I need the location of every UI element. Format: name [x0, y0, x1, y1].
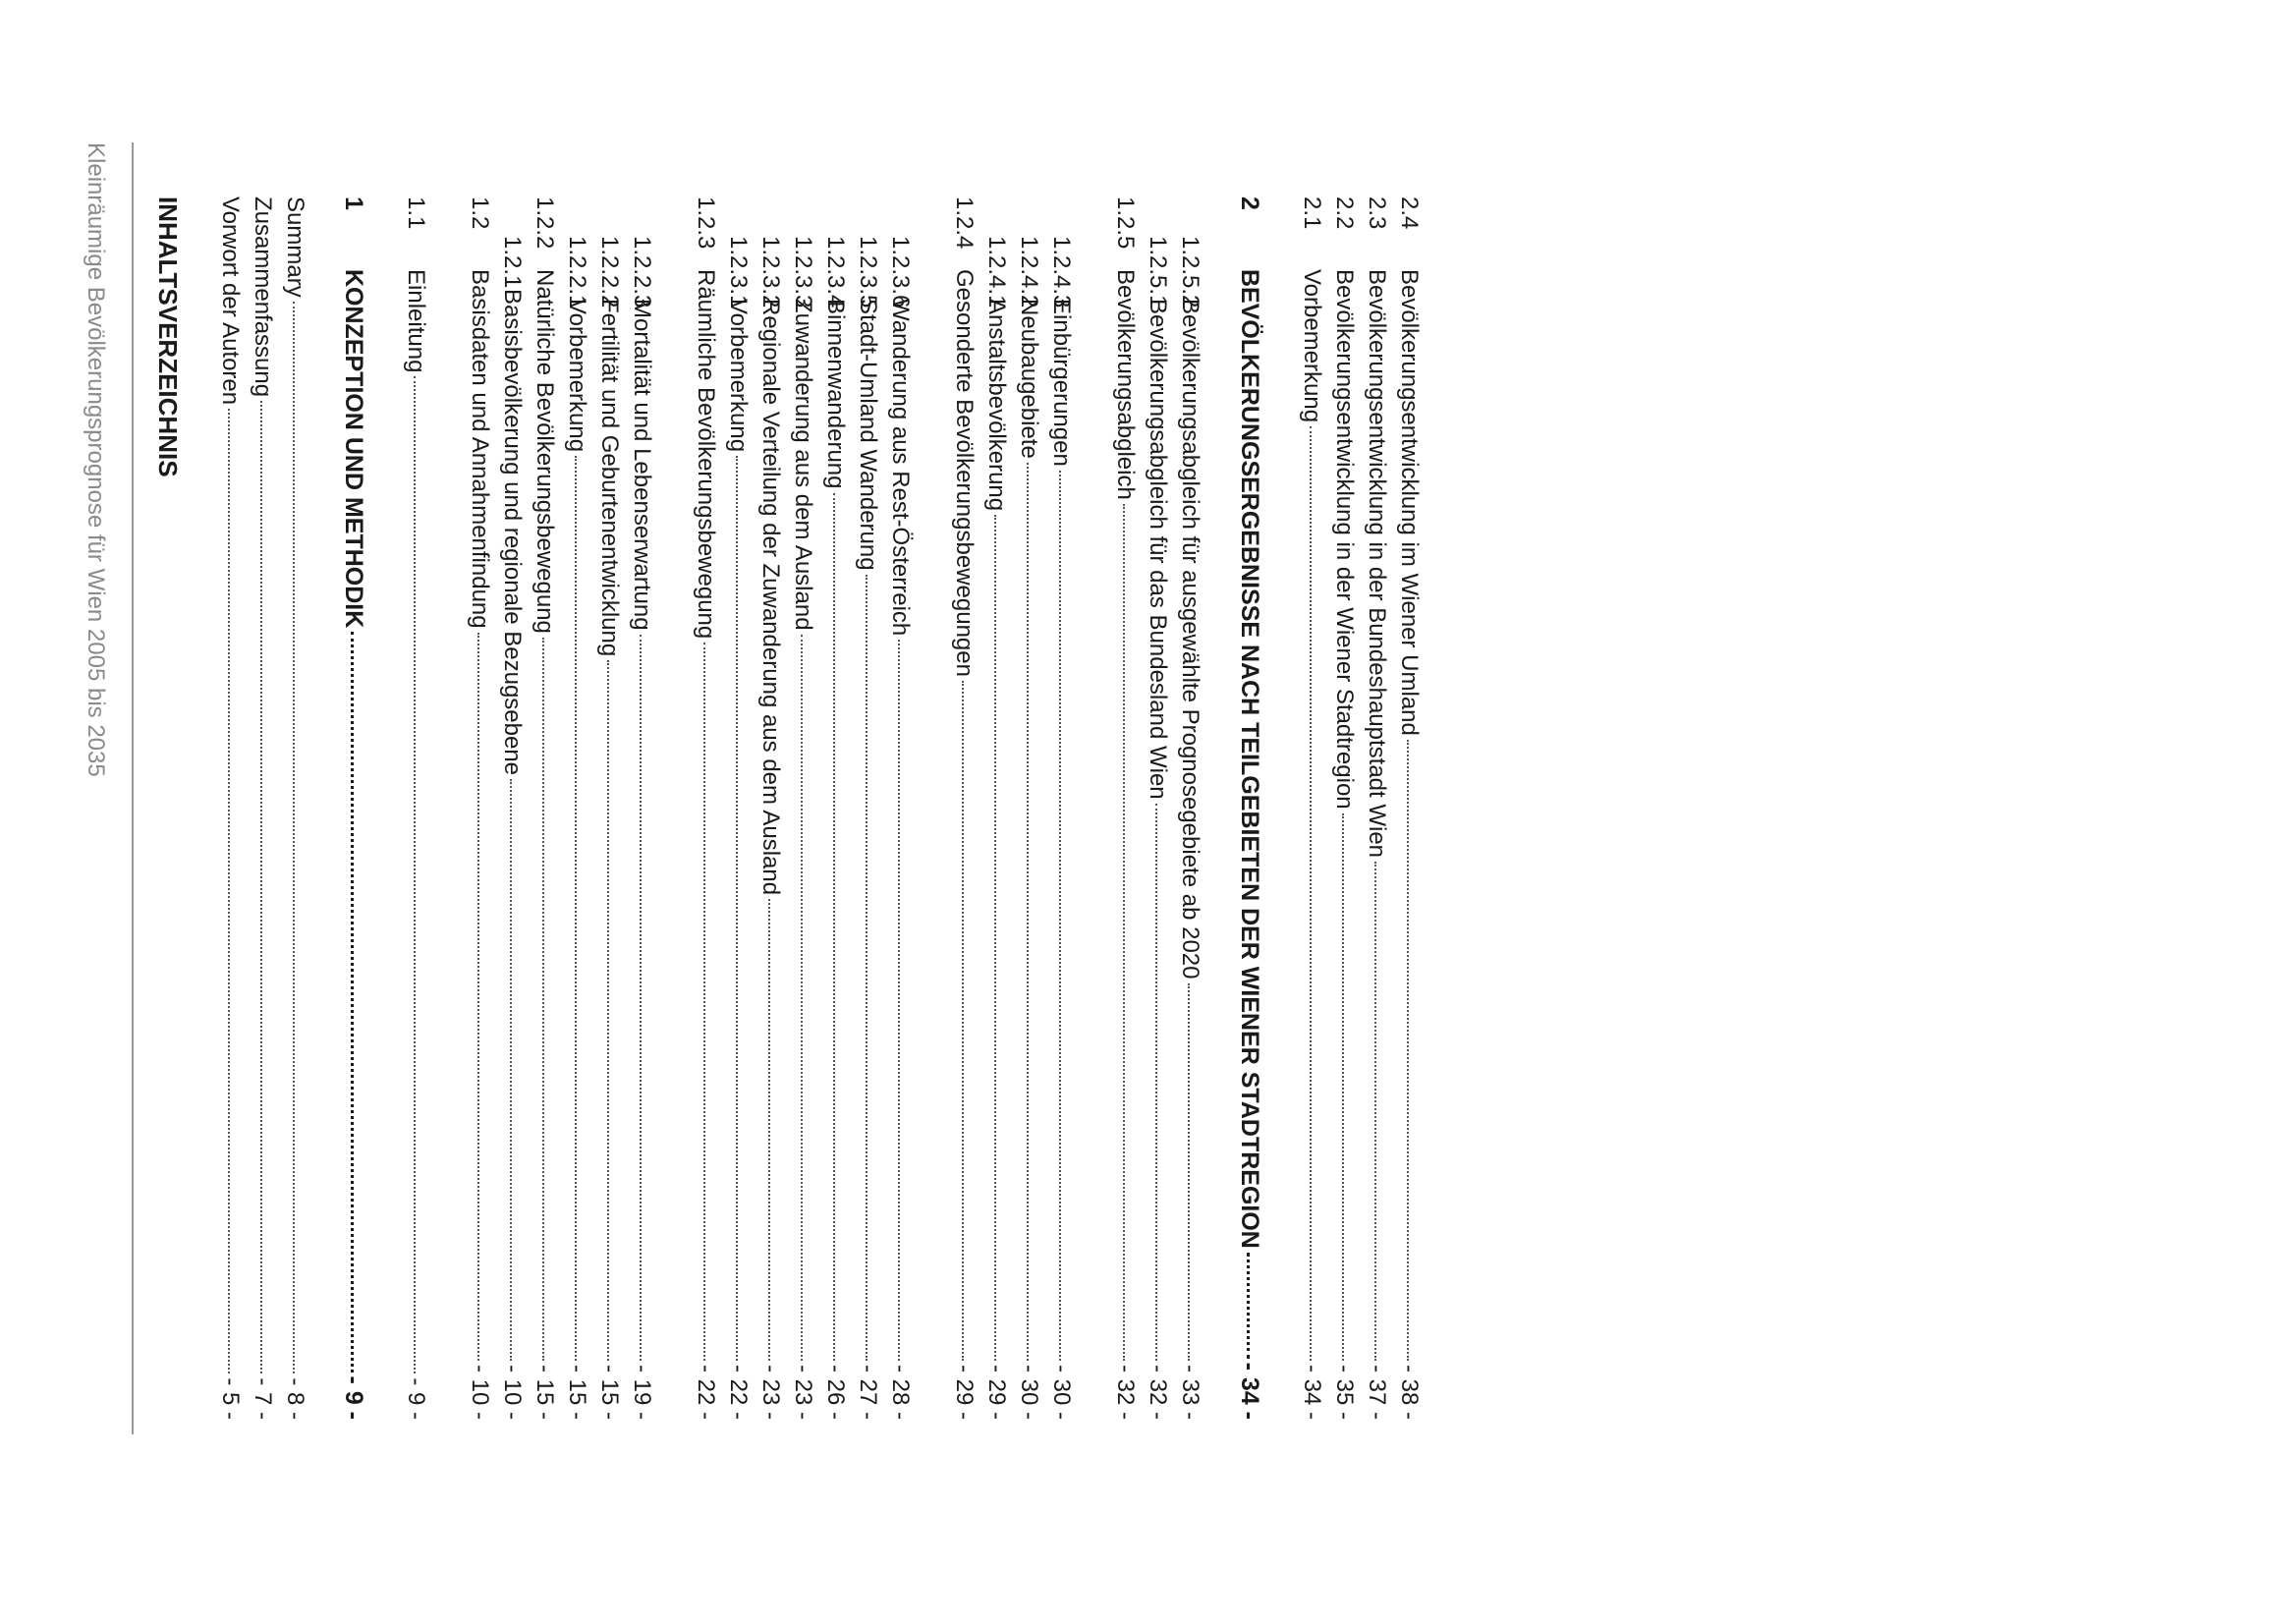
- toc-entry-page: - 37 -: [1364, 1364, 1390, 1420]
- dot-leader: [1123, 504, 1125, 1361]
- toc-entry-page: - 23 -: [790, 1364, 816, 1420]
- toc-entry-number: 2.3: [1364, 196, 1390, 230]
- dot-leader: [898, 640, 900, 1361]
- toc-entry-1-2-3-2[interactable]: [756, 196, 784, 1420]
- toc-entry-number: 1.2.5: [1112, 196, 1139, 250]
- dot-leader: [1342, 813, 1344, 1361]
- toc-entry-label: Bevölkerungsentwicklung in der Wiener Stadtregion: [1331, 269, 1358, 810]
- toc-entry-label: Regionale Verteilung der Zuwanderung aus dem Ausland: [757, 299, 784, 896]
- toc-entry-label: Neubaugebiete: [1016, 299, 1042, 459]
- toc-entry-page: - 28 -: [887, 1364, 914, 1420]
- toc-entry-page: - 30 -: [1016, 1364, 1042, 1420]
- toc-entry-page: - 34 -: [1236, 1362, 1263, 1420]
- header-divider: [132, 142, 134, 1434]
- toc-entry-page: - 22 -: [693, 1364, 719, 1420]
- toc-entry-page: - 26 -: [822, 1364, 849, 1420]
- toc-entry-1-2-1[interactable]: [498, 196, 526, 1420]
- toc-entry-page: - 34 -: [1299, 1364, 1325, 1420]
- dot-leader: [260, 401, 262, 1373]
- dot-leader: [703, 643, 705, 1361]
- toc-entry-chapter-1[interactable]: [339, 196, 367, 1420]
- toc-entry-label: Räumliche Bevölkerungsbewegung: [693, 269, 719, 640]
- toc-entry-1-2-4-3[interactable]: [1047, 196, 1075, 1420]
- toc-entry-label: Vorbemerkung: [564, 299, 590, 453]
- toc-entry-number: 1.2.3.2: [757, 236, 784, 308]
- toc-entry-number: 2: [1236, 196, 1263, 210]
- toc-entry-number: 2.2: [1331, 196, 1358, 230]
- toc-entry-number: 1.2.2: [532, 196, 558, 250]
- dot-leader: [640, 635, 642, 1361]
- running-header: Kleinräumige Bevölkerungsprognose für Wien 2005 bis 2035: [83, 142, 109, 777]
- dot-leader: [736, 456, 738, 1361]
- toc-entry-1-2-3-6[interactable]: [886, 196, 914, 1420]
- dot-leader: [1188, 983, 1190, 1361]
- toc-entry-1-1[interactable]: [402, 196, 429, 1420]
- toc-entry-page: - 22 -: [725, 1364, 752, 1420]
- toc-entry-page: - 35 -: [1331, 1364, 1358, 1420]
- toc-entry-1-2-3-4[interactable]: [821, 196, 849, 1420]
- toc-entry-label: Bevölkerungsentwicklung im Wiener Umland: [1396, 269, 1423, 736]
- toc-entry-number: 1.2.1: [499, 236, 526, 289]
- toc-entry-label: Binnenwanderung: [822, 299, 849, 489]
- toc-entry-label: BEVÖLKERUNGSERGEBNISSE NACH TEILGEBIETEN DER WIENER STADTREGION: [1236, 269, 1263, 1249]
- toc-entry-number: 1.2.4.2: [1016, 236, 1042, 308]
- toc-entry-2-4[interactable]: [1395, 196, 1423, 1420]
- toc-entry-vorwort[interactable]: [216, 196, 244, 1420]
- toc-entry-2-3[interactable]: [1363, 196, 1390, 1420]
- toc-entry-number: 1.2.4.3: [1048, 236, 1075, 308]
- toc-entry-1-2-4-2[interactable]: [1015, 196, 1042, 1420]
- toc-entry-label: Wanderung aus Rest-Österreich: [887, 299, 914, 637]
- toc-entry-label: Gesonderte Bevölkerungsbewegungen: [951, 269, 978, 677]
- toc-entry-page: - 9 -: [340, 1375, 367, 1420]
- toc-entry-2-1[interactable]: [1298, 196, 1325, 1420]
- toc-entry-1-2-2[interactable]: [531, 196, 558, 1420]
- toc-entry-page: - 27 -: [855, 1364, 881, 1420]
- toc-entry-number: 1.1: [403, 196, 429, 230]
- toc-entry-label: Bevölkerungsabgleich für ausgewählte Prognosegebiete ab 2020: [1177, 299, 1203, 980]
- toc-entry-label: Summary: [282, 196, 308, 298]
- toc-entry-page: - 38 -: [1396, 1364, 1423, 1420]
- toc-entry-1-2-2-2[interactable]: [595, 196, 623, 1420]
- toc-entry-1-2-4[interactable]: [950, 196, 978, 1420]
- toc-entry-page: - 15 -: [532, 1364, 558, 1420]
- dot-leader: [1407, 740, 1409, 1361]
- toc-entry-page: - 5 -: [217, 1377, 244, 1420]
- toc-entry-page: - 29 -: [951, 1364, 978, 1420]
- toc-entry-1-2-3-1[interactable]: [724, 196, 752, 1420]
- toc-entry-number: 1.2: [467, 196, 493, 230]
- dot-leader: [351, 632, 354, 1372]
- toc-entry-number: 2.1: [1299, 196, 1325, 230]
- toc-entry-label: KONZEPTION UND METHODIK: [340, 269, 367, 629]
- toc-entry-number: 2.4: [1396, 196, 1423, 230]
- toc-entry-1-2-4-1[interactable]: [982, 196, 1010, 1420]
- toc-entry-page: - 23 -: [757, 1364, 784, 1420]
- toc-entry-summary[interactable]: [281, 196, 308, 1420]
- toc-entry-page: - 10 -: [467, 1364, 493, 1420]
- toc-entry-number: 1.2.3: [693, 196, 719, 250]
- toc-entry-1-2-2-1[interactable]: [563, 196, 590, 1420]
- toc-entry-number: 1.2.3.4: [822, 236, 849, 308]
- dot-leader: [228, 409, 230, 1373]
- dot-leader: [542, 638, 544, 1361]
- toc-entry-label: Basisdaten und Annahmenfindung: [467, 269, 493, 629]
- toc-entry-1-2-5[interactable]: [1111, 196, 1139, 1420]
- dot-leader: [1310, 426, 1312, 1361]
- toc-entry-number: 1.2.3.5: [855, 236, 881, 308]
- toc-entry-page: - 19 -: [629, 1364, 655, 1420]
- toc-entry-page: - 9 -: [403, 1377, 429, 1420]
- toc-entry-label: Stadt-Umland Wanderung: [855, 299, 881, 571]
- toc-entry-page: - 7 -: [250, 1377, 276, 1420]
- dot-leader: [1247, 1253, 1250, 1359]
- toc-entry-label: Anstaltsbevölkerung: [983, 299, 1010, 512]
- dot-leader: [414, 376, 416, 1373]
- dot-leader: [833, 493, 835, 1361]
- dot-leader: [1155, 804, 1157, 1361]
- toc-entry-chapter-2[interactable]: [1235, 196, 1263, 1420]
- toc-title: INHALTSVERZEICHNIS: [153, 196, 183, 477]
- toc-entry-label: Natürliche Bevölkerungsbewegung: [532, 269, 558, 634]
- toc-entry-1-2-5-1[interactable]: [1144, 196, 1171, 1420]
- toc-entry-label: Bevölkerungsabgleich: [1112, 269, 1139, 500]
- toc-entry-label: Vorbemerkung: [1299, 269, 1325, 423]
- dot-leader: [510, 779, 512, 1361]
- toc-entry-number: 1.2.2.2: [596, 236, 623, 308]
- toc-entry-label: Vorwort der Autoren: [217, 196, 244, 406]
- dot-leader: [607, 660, 609, 1361]
- toc-entry-page: - 30 -: [1048, 1364, 1075, 1420]
- dot-leader: [1059, 471, 1061, 1361]
- toc-entry-1-2-3[interactable]: [692, 196, 719, 1420]
- dot-leader: [477, 633, 479, 1361]
- toc-entry-page: - 15 -: [564, 1364, 590, 1420]
- toc-entry-page: - 15 -: [596, 1364, 623, 1420]
- toc-entry-page: - 29 -: [983, 1364, 1010, 1420]
- dot-leader: [1374, 862, 1376, 1361]
- toc-entry-label: Einbürgerungen: [1048, 299, 1075, 467]
- toc-entry-1-2-5-2[interactable]: [1176, 196, 1203, 1420]
- toc-entry-number: 1.2.3.3: [790, 236, 816, 308]
- toc-entry-label: Mortalität und Lebenserwartung: [629, 299, 655, 631]
- toc-entry-label: Vorbemerkung: [725, 299, 752, 453]
- toc-entry-1-2-3-3[interactable]: [789, 196, 816, 1420]
- toc-entry-page: - 32 -: [1145, 1364, 1171, 1420]
- dot-leader: [575, 456, 577, 1361]
- toc-entry-label: Zuwanderung aus dem Ausland: [790, 299, 816, 631]
- toc-entry-label: Fertilität und Geburtenentwicklung: [596, 299, 623, 657]
- toc-entry-number: 1.2.2.3: [629, 236, 655, 308]
- dot-leader: [293, 302, 295, 1374]
- toc-entry-number: 1.2.3.6: [887, 236, 914, 308]
- toc-entry-page: - 10 -: [499, 1364, 526, 1420]
- toc-entry-1-2-3-5[interactable]: [854, 196, 881, 1420]
- toc-entry-number: 1.2.5.1: [1145, 236, 1171, 308]
- toc-entry-number: 1.2.5.2: [1177, 236, 1203, 308]
- toc-entry-number: 1.2.2.1: [564, 236, 590, 308]
- toc-entry-label: Bevölkerungsabgleich für das Bundesland Wien: [1145, 299, 1171, 800]
- toc-entry-number: 1.2.3.1: [725, 236, 752, 308]
- toc-entry-number: 1.2.4.1: [983, 236, 1010, 308]
- toc-entry-number: 1: [340, 196, 367, 210]
- toc-entry-2-2[interactable]: [1330, 196, 1358, 1420]
- dot-leader: [962, 681, 964, 1361]
- toc-entry-zusammenfassung[interactable]: [249, 196, 276, 1420]
- toc-entry-1-2-2-3[interactable]: [628, 196, 655, 1420]
- dot-leader: [866, 575, 868, 1361]
- dot-leader: [801, 635, 803, 1361]
- toc-entry-label: Basisbevölkerung und regionale Bezugsebene: [499, 289, 526, 776]
- toc-entry-1-2[interactable]: [466, 196, 493, 1420]
- dot-leader: [768, 899, 770, 1361]
- dot-leader: [1027, 463, 1029, 1361]
- dot-leader: [994, 515, 996, 1361]
- toc-entry-page: - 32 -: [1112, 1364, 1139, 1420]
- toc-entry-page: - 8 -: [282, 1377, 308, 1420]
- toc-entry-label: Bevölkerungsentwicklung in der Bundeshauptstadt Wien: [1364, 269, 1390, 859]
- toc-entry-number: 1.2.4: [951, 196, 978, 250]
- toc-entry-label: Zusammenfassung: [250, 196, 276, 398]
- toc-entry-page: - 33 -: [1177, 1364, 1203, 1420]
- toc-entry-label: Einleitung: [403, 269, 429, 373]
